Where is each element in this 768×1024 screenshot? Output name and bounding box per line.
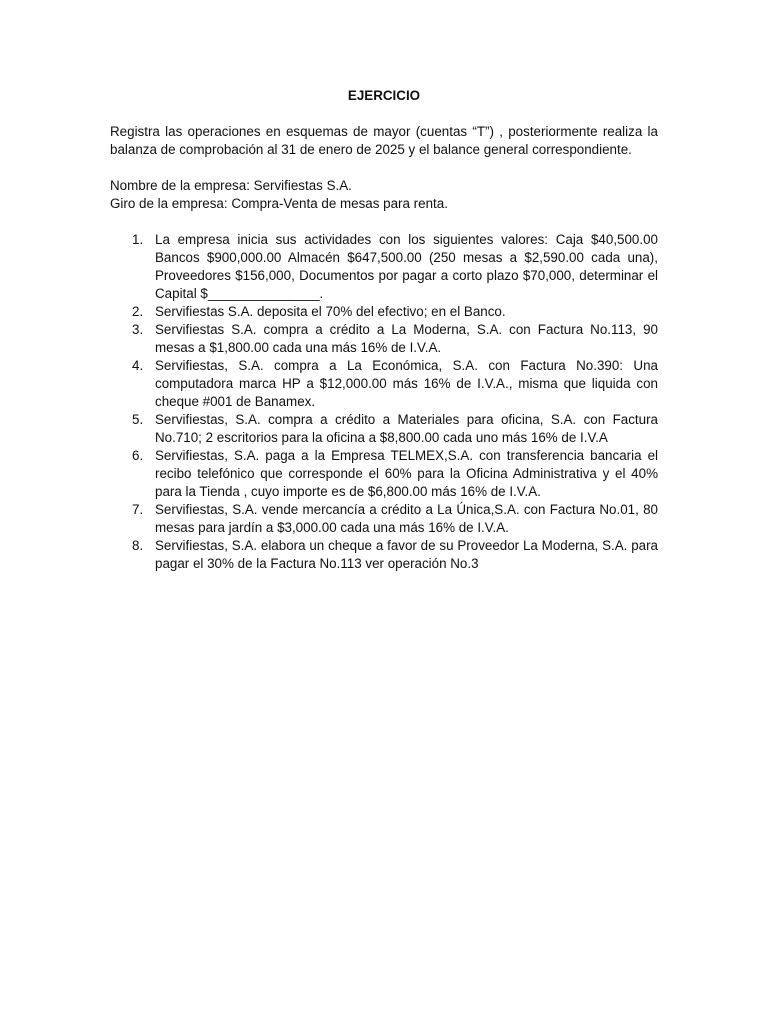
operation-item xyxy=(132,321,658,357)
operation-number: 1. xyxy=(132,232,144,247)
operation-number: 8. xyxy=(132,538,144,553)
operation-text: Servifiestas, S.A. elabora un cheque a favor de su Proveedor La Moderna, S.A. para pagar el 30% de la Factura No.113 ver operación No.3 xyxy=(155,538,658,571)
operation-item xyxy=(132,411,658,447)
operation-item xyxy=(132,447,658,501)
operation-item xyxy=(132,357,658,411)
operation-text: Servifiestas, S.A. compra a La Económica, S.A. con Factura No.390: Una computadora marca HP a $12,000.00 más 16% de I.V.A., misma que liquida con cheque #001 de Banamex. xyxy=(155,358,658,409)
operation-text: Servifiestas, S.A. paga a la Empresa TELMEX,S.A. con transferencia bancaria el recibo telefónico que corresponde el 60% para la Oficina Administrativa y el 40% para la Tienda , cuyo importe es de $6,800.00 más 16% de I.V.A. xyxy=(155,448,658,499)
operation-number: 6. xyxy=(132,448,144,463)
company-name: Nombre de la empresa: Servifiestas S.A. xyxy=(110,178,352,193)
operation-number: 2. xyxy=(132,304,144,319)
operation-text: Servifiestas, S.A. compra a crédito a Materiales para oficina, S.A. con Factura No.710; 2 escritorios para la oficina a $8,800.00 cada uno más 16% de I.V.A xyxy=(155,412,658,445)
operation-text: Servifiestas S.A. compra a crédito a La Moderna, S.A. con Factura No.113, 90 mesas a $1,800.00 cada una más 16% de I.V.A. xyxy=(155,322,658,355)
operation-item xyxy=(132,537,658,573)
operation-number: 5. xyxy=(132,412,144,427)
operation-item xyxy=(132,501,658,537)
operation-number: 3. xyxy=(132,322,144,337)
operation-text: Servifiestas S.A. deposita el 70% del efectivo; en el Banco. xyxy=(155,304,506,319)
operation-number: 4. xyxy=(132,358,144,373)
operation-item xyxy=(132,303,658,321)
operation-text: La empresa inicia sus actividades con los siguientes valores: Caja $40,500.00 Bancos $900,000.00 Almacén $647,500.00 (250 mesas a $2,590.00 cada una), Proveedores $156,000, Documentos por pagar a corto plazo $70,000, determinar el Capital $_______________. xyxy=(155,232,658,301)
operation-number: 7. xyxy=(132,502,144,517)
exercise-instructions: Registra las operaciones en esquemas de mayor (cuentas “T”) , posteriormente realiza la balanza de comprobación al 31 de enero de 2025 y el balance general correspondiente. xyxy=(110,124,658,157)
operation-text: Servifiestas, S.A. vende mercancía a crédito a La Única,S.A. con Factura No.01, 80 mesas para jardín a $3,000.00 cada una más 16% de I.V.A. xyxy=(155,502,658,535)
company-info xyxy=(110,177,658,213)
operations-list xyxy=(110,231,658,573)
company-business: Giro de la empresa: Compra-Venta de mesas para renta. xyxy=(110,196,448,211)
document-content xyxy=(110,87,658,573)
document-title: EJERCICIO xyxy=(347,88,421,103)
operation-item xyxy=(132,231,658,303)
